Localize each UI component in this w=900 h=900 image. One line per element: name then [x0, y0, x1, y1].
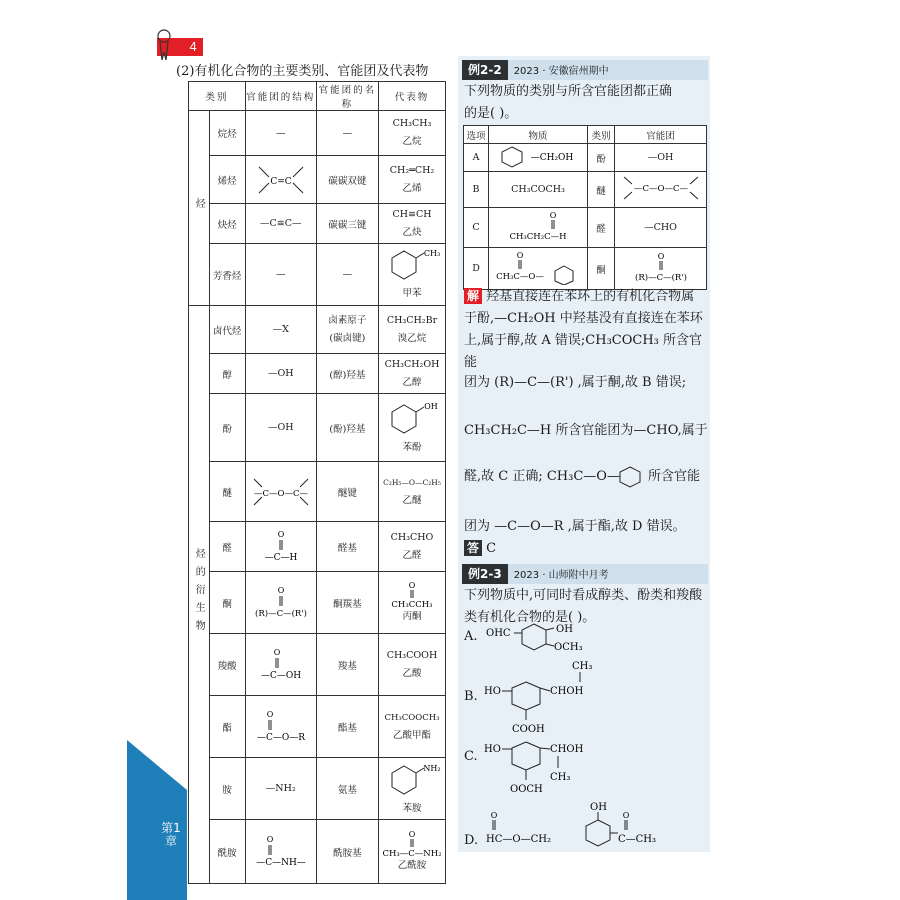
opt-substance: CH₃COCH₃: [489, 172, 588, 208]
group-derivative: 烃的衍生物: [189, 306, 210, 884]
acetone-icon: [382, 580, 442, 608]
bookmark-icon: [152, 28, 176, 64]
svg-text:—C—O—C—: —C—O—C—: [633, 184, 688, 194]
class-cell: 卤代烃: [209, 306, 245, 354]
aldehyde-structure-icon: [251, 528, 311, 566]
option-b-structure: [484, 660, 624, 738]
fgname-cell: —: [316, 244, 378, 306]
alkene-structure-icon: [251, 163, 311, 197]
svg-text:O: O: [516, 251, 524, 260]
svg-text:—CH₂OH: —CH₂OH: [530, 153, 574, 163]
fgname-cell: —: [316, 111, 378, 156]
fgname-cell: 酰胺基: [316, 820, 378, 884]
class-cell: 酰胺: [209, 820, 245, 884]
option-a-structure: [486, 622, 626, 662]
svg-text:CH₃: CH₃: [423, 248, 441, 258]
svg-text:CHOH: CHOH: [550, 686, 584, 697]
svg-text:HO: HO: [484, 744, 501, 755]
class-cell: 醚: [209, 462, 245, 522]
aniline-icon: [382, 760, 442, 800]
struct-cell: —NH₂: [245, 758, 316, 820]
opt-header: 官能团: [615, 126, 707, 144]
svg-text:CH₃CH₂C—H: CH₃CH₂C—H: [509, 232, 567, 242]
rep-cell: C₂H₅—O—C₂H₅ 乙醚: [379, 462, 446, 522]
rep-cell: OH 苯酚: [379, 394, 446, 462]
svg-text:(R)—C—(R'): (R)—C—(R'): [634, 273, 687, 283]
struct-cell: —: [245, 111, 316, 156]
rep-cell: O CH₃CCH₃ 丙酮: [379, 572, 446, 634]
svg-text:—C—O—C—: —C—O—C—: [253, 488, 308, 499]
example-source: 2023 · 安徽宿州期中: [513, 66, 609, 77]
svg-text:O: O: [266, 834, 274, 844]
ether-structure-icon: [248, 475, 314, 509]
opt-label: B: [464, 172, 489, 208]
fgname-cell: 碳碳双键: [316, 156, 378, 204]
svg-text:O: O: [549, 211, 557, 220]
opt-label: A: [464, 144, 489, 172]
svg-text:OH: OH: [556, 624, 573, 635]
svg-text:(R)—C—(R'): (R)—C—(R'): [254, 608, 307, 619]
ester-structure-icon: [248, 708, 314, 746]
opt-label: C: [464, 208, 489, 248]
solution-tag: 解: [464, 288, 482, 304]
question-text: 下列物质的类别与所含官能团都正确 的是( )。: [464, 84, 673, 121]
chapter-label: 第1章: [161, 821, 181, 848]
svg-text:CH₃: CH₃: [572, 661, 593, 672]
fgname-cell: 氨基: [316, 758, 378, 820]
struct-cell: —OH: [245, 354, 316, 394]
fgname-cell: 羧基: [316, 634, 378, 696]
struct-cell: —: [245, 244, 316, 306]
opt-substance: [489, 208, 588, 248]
opt-category: 醚: [588, 172, 615, 208]
svg-text:CH₃: CH₃: [550, 772, 571, 783]
svg-text:CHOH: CHOH: [550, 744, 584, 755]
svg-text:OHC: OHC: [486, 628, 511, 639]
class-cell: 羧酸: [209, 634, 245, 696]
class-cell: 芳香烃: [209, 244, 245, 306]
svg-text:O: O: [277, 585, 285, 595]
opt-category: 酚: [588, 144, 615, 172]
example-2-3-header: [462, 564, 708, 584]
svg-text:OCH₃: OCH₃: [554, 642, 583, 653]
chapter-tab: [127, 740, 187, 900]
rep-cell: CH₂═CH₂ 乙烯: [379, 156, 446, 204]
svg-text:OH: OH: [424, 401, 438, 411]
struct-cell: [245, 572, 316, 634]
answer-tag: 答: [464, 540, 482, 556]
acetamide-icon: [379, 829, 445, 857]
answer-block: [464, 538, 496, 560]
option-d-structure: [486, 800, 706, 852]
fgname-cell: 醛基: [316, 522, 378, 572]
struct-cell: [245, 522, 316, 572]
rep-cell: NH₂ 苯胺: [379, 758, 446, 820]
class-cell: 醇: [209, 354, 245, 394]
svg-text:O: O: [490, 811, 498, 820]
svg-text:—C—OH: —C—OH: [260, 670, 301, 681]
example-source: 2023 · 山师附中月考: [513, 570, 609, 581]
propanal-icon: [490, 209, 586, 243]
opt-fg: [615, 248, 707, 290]
header-category: 类别: [189, 82, 246, 111]
page-number: 4: [157, 38, 203, 56]
class-cell: 酯: [209, 696, 245, 758]
svg-text:CH₃CCH₃: CH₃CCH₃: [391, 599, 433, 608]
answer-value: C: [486, 541, 497, 556]
class-cell: 醛: [209, 522, 245, 572]
opt-header: 选项: [464, 126, 489, 144]
opt-category: 酮: [588, 248, 615, 290]
example-tag: 例2-3: [462, 564, 508, 584]
struct-cell: [245, 462, 316, 522]
svg-text:COOH: COOH: [512, 724, 545, 735]
rep-cell: O CH₃—C—NH₂ 乙酰胺: [379, 820, 446, 884]
opt-header: 类别: [588, 126, 615, 144]
rep-cell: CH₃CHO 乙醛: [379, 522, 446, 572]
opt-substance: [489, 248, 588, 290]
option-c-label: C.: [464, 749, 478, 764]
carboxyl-structure-icon: [251, 646, 311, 684]
option-a-label: A.: [464, 629, 478, 644]
functional-group-table: [188, 81, 446, 884]
solution-line-7: 所含官能: [648, 469, 701, 484]
class-cell: 胺: [209, 758, 245, 820]
rep-cell: CH₃COOCH₃ 乙酸甲酯: [379, 696, 446, 758]
fgname-cell: 碳碳三键: [316, 204, 378, 244]
svg-text:—C—H: —C—H: [264, 552, 298, 563]
rep-cell: CH₃CH₃ 乙烷: [379, 111, 446, 156]
opt-label: D: [464, 248, 489, 290]
class-cell: 烷烃: [209, 111, 245, 156]
struct-cell: —OH: [245, 394, 316, 462]
struct-cell: [245, 634, 316, 696]
class-cell: 烯烃: [209, 156, 245, 204]
struct-cell: [245, 820, 316, 884]
svg-text:OH: OH: [590, 802, 607, 813]
struct-cell: [245, 156, 316, 204]
solution-line-8: 团为 —C—O—R ,属于酯,故 D 错误。: [464, 519, 686, 534]
svg-text:O: O: [408, 829, 416, 839]
class-cell: 酮: [209, 572, 245, 634]
option-b-label: B.: [464, 689, 478, 704]
solution-block: 解 羟基直接连在苯环上的有机化合物属 于酚,—CH₂OH 中羟基没有直接连在苯环 上,属于醇,故 A 错误;CH₃COCH₃ 所含官能: [464, 289, 703, 370]
ketone-fg-icon: [616, 250, 706, 284]
svg-text:NH₂: NH₂: [423, 763, 441, 773]
opt-category: 醛: [588, 208, 615, 248]
svg-text:CH₃—C—NH₂: CH₃—C—NH₂: [382, 848, 442, 857]
section-title: (2)有机化合物的主要类别、官能团及代表物: [176, 64, 429, 79]
fgname-cell: 酮羰基: [316, 572, 378, 634]
svg-text:HC—O—CH₂: HC—O—CH₂: [486, 834, 551, 845]
opt-fg: [615, 172, 707, 208]
solution-line-4: 团为 (R)—C—(R') ,属于酮,故 B 错误;: [464, 375, 687, 390]
header-structure: 官能团的结构: [245, 82, 316, 111]
svg-text:O: O: [266, 709, 274, 719]
svg-text:O: O: [408, 580, 416, 590]
question-text-2: 下列物质中,可同时看成醇类、酚类和羧酸 类有机化合物的是( )。: [464, 588, 703, 625]
amide-structure-icon: [248, 833, 314, 871]
phenol-icon: [382, 399, 442, 439]
group-hydrocarbon: 烃: [189, 111, 210, 306]
class-cell: 酚: [209, 394, 245, 462]
rep-cell: CH≡CH 乙炔: [379, 204, 446, 244]
example-tag: 例2-2: [462, 60, 508, 80]
struct-cell: —C≡C—: [245, 204, 316, 244]
fgname-cell: 酯基: [316, 696, 378, 758]
class-cell: 炔烃: [209, 204, 245, 244]
header-rep: 代表物: [379, 82, 446, 111]
header-name: 官能团的名称: [316, 82, 378, 111]
rep-cell: CH₃CH₂Br 溴乙烷: [379, 306, 446, 354]
opt-header: 物质: [489, 126, 588, 144]
opt-substance: [489, 144, 588, 172]
opt-fg: —CHO: [615, 208, 707, 248]
svg-text:—C—O—R: —C—O—R: [256, 732, 305, 743]
svg-text:CH₃C—O—: CH₃C—O—: [496, 272, 544, 282]
benzyl-alcohol-icon: [492, 144, 584, 168]
phenyl-acetate-icon: [490, 249, 586, 285]
toluene-icon: [382, 247, 442, 285]
benzene-ring-icon: [618, 466, 642, 488]
struct-cell: [245, 696, 316, 758]
svg-text:HO: HO: [484, 686, 501, 697]
svg-text:O: O: [273, 647, 281, 657]
fgname-cell: 醚键: [316, 462, 378, 522]
svg-text:C—CH₃: C—CH₃: [618, 834, 657, 845]
options-table: [463, 125, 707, 290]
svg-text:OOCH: OOCH: [510, 784, 543, 795]
solution-line-6: 醛,故 C 正确; CH₃C—O—: [464, 469, 620, 484]
ketone-structure-icon: [246, 584, 316, 622]
rep-cell: CH₃COOH 乙酸: [379, 634, 446, 696]
svg-text:C=C: C=C: [270, 176, 292, 187]
rep-cell: CH₃ 甲苯: [379, 244, 446, 306]
ether-fg-icon: [616, 174, 706, 202]
fgname-cell: (酚)羟基: [316, 394, 378, 462]
svg-text:O: O: [622, 811, 630, 820]
fgname-cell: (醇)羟基: [316, 354, 378, 394]
fgname-cell: 卤素原子 (碳卤键): [316, 306, 378, 354]
solution-line-5: CH₃CH₂C—H 所含官能团为—CHO,属于: [464, 423, 708, 438]
opt-fg: —OH: [615, 144, 707, 172]
struct-cell: —X: [245, 306, 316, 354]
svg-text:O: O: [277, 529, 285, 539]
rep-cell: CH₃CH₂OH 乙醇: [379, 354, 446, 394]
option-c-structure: [484, 740, 624, 800]
option-d-label: D.: [464, 833, 479, 848]
svg-text:—C—NH—: —C—NH—: [255, 857, 306, 868]
svg-text:O: O: [657, 252, 664, 261]
example-2-2-header: [462, 60, 708, 80]
